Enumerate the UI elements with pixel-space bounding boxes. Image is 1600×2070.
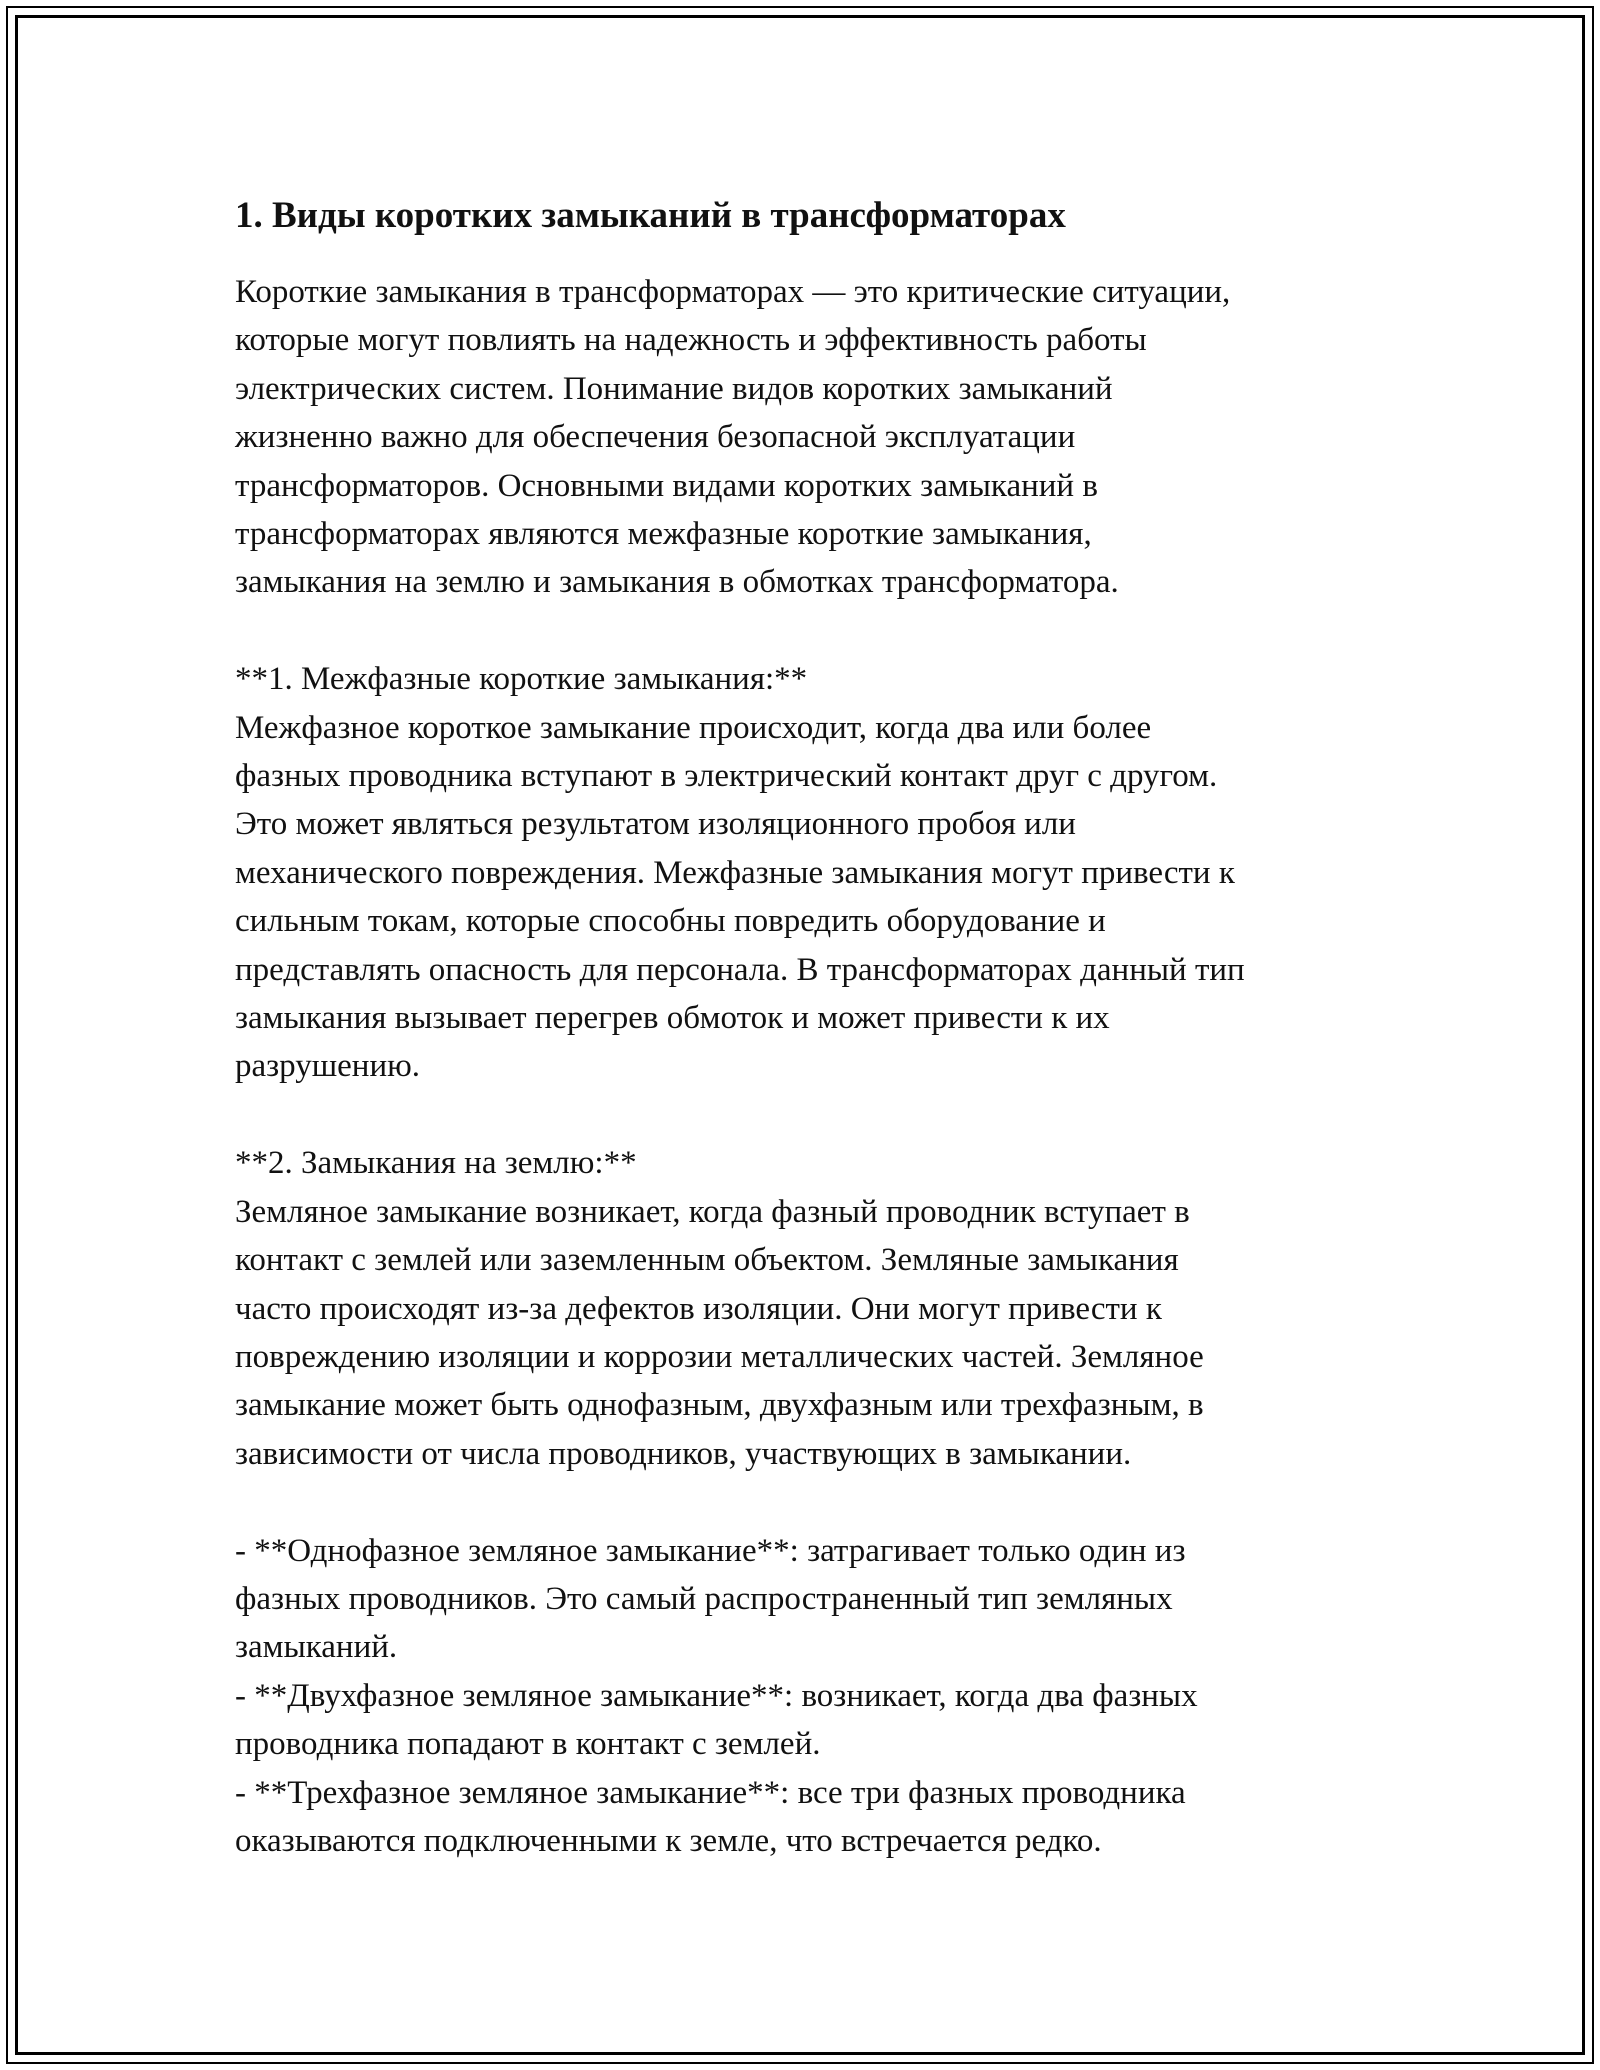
document-title: 1. Виды коротких замыканий в трансформаторах xyxy=(235,195,1066,236)
intro-paragraph: Короткие замыкания в трансформаторах — это критические ситуации, которые могут повлиять на надежность и эффективность работы электрических систем. Понимание видов коротких замыканий жизненно важно для обеспечения безопасной эксплуатации трансформаторов. Основными видами коротких замыканий в трансформаторах являются межфазные короткие замыкания, замыкания на землю и замыкания в обмотках трансформатора. xyxy=(235,274,1231,601)
section-heading-phase-faults: **1. Межфазные короткие замыкания:** xyxy=(235,661,808,698)
paragraph-gap xyxy=(235,607,1385,655)
paragraph-gap xyxy=(235,1478,1385,1526)
list-item-two-phase: - **Двухфазное земляное замыкание**: возникает, когда два фазных проводника попадают в контакт с землей. xyxy=(235,1677,1198,1763)
list-item-single-phase: - **Однофазное земляное замыкание**: затрагивает только один из фазных проводников. Это самый распространенный тип земляных замыканий. xyxy=(235,1532,1186,1666)
section-body-phase-faults: Межфазное короткое замыкание происходит, когда два или более фазных проводника вступают в электрический контакт друг с другом. Это может являться результатом изоляционного пробоя или механического повреждения. Межфазные замыкания могут привести к сильным токам, которые способны повредить оборудование и представлять опасность для персонала. В трансформаторах данный тип замыкания вызывает перегрев обмоток и может привести к их разрушению. xyxy=(235,709,1245,1085)
section-body-ground-faults: Земляное замыкание возникает, когда фазный проводник вступает в контакт с землей или заземленным объектом. Земляные замыкания часто происходят из-за дефектов изоляции. Они могут привести к повреждению изоляции и коррозии металлических частей. Земляное замыкание может быть однофазным, двухфазным или трехфазным, в зависимости от числа проводников, участвующих в замыкании. xyxy=(235,1193,1204,1472)
document-body xyxy=(235,190,1385,1865)
section-heading-ground-faults: **2. Замыкания на землю:** xyxy=(235,1145,637,1182)
ground-fault-types-list xyxy=(235,1527,1385,1866)
paragraph-gap xyxy=(235,1091,1385,1139)
list-item-three-phase: - **Трехфазное земляное замыкание**: все три фазных проводника оказываются подключенными к земле, что встречается редко. xyxy=(235,1774,1186,1859)
